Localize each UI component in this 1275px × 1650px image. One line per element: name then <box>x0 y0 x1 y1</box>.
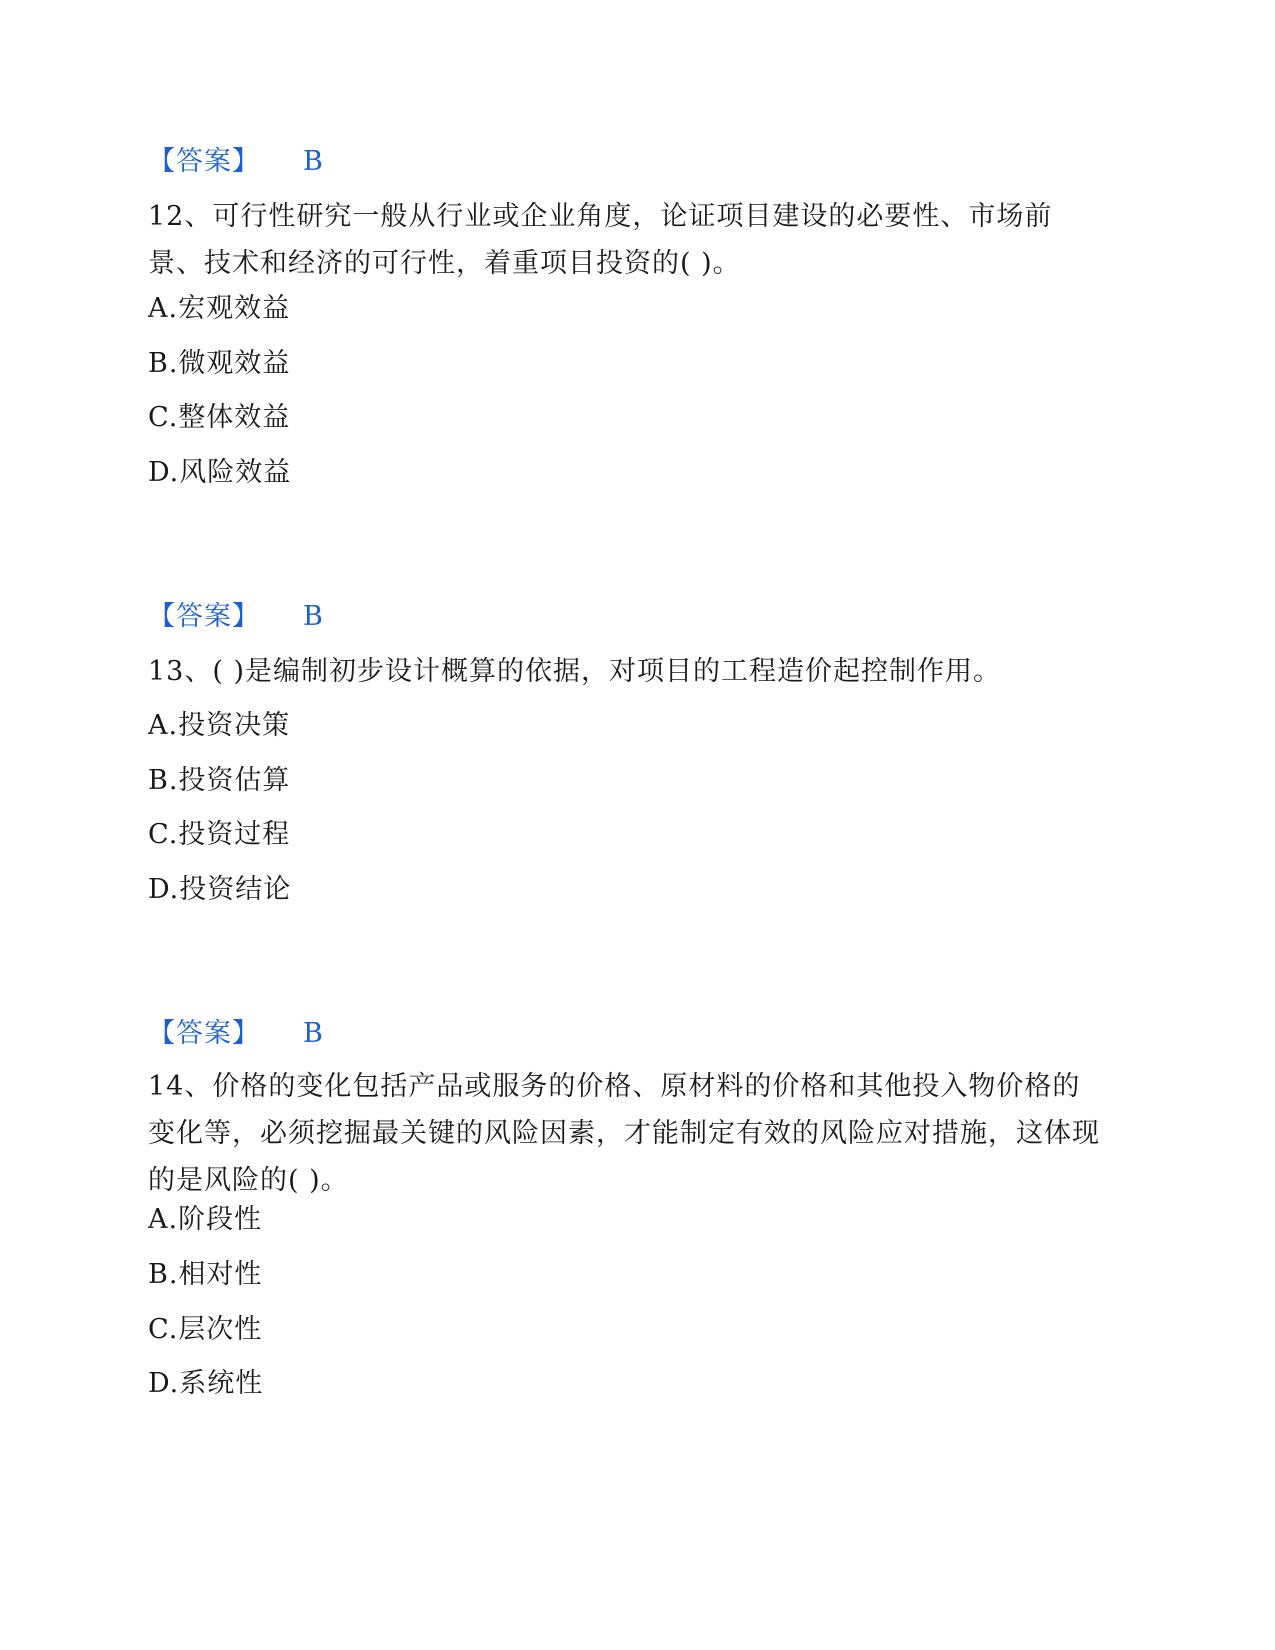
answer-label: 【答案】 <box>148 1018 260 1049</box>
answer-value: B <box>303 146 323 177</box>
question-13-text: 13、( )是编制初步设计概算的依据，对项目的工程造价起控制作用。 <box>148 656 1002 687</box>
answer-line-11 <box>148 142 323 182</box>
answer-value: B <box>303 1018 323 1049</box>
answer-line-13 <box>148 1014 323 1054</box>
question-12-option-a: A.宏观效益 <box>148 293 291 324</box>
answer-label: 【答案】 <box>148 601 260 632</box>
question-12-option-b: B.微观效益 <box>148 348 291 379</box>
question-12-text: 12、可行性研究一般从行业或企业角度，论证项目建设的必要性、市场前景、技术和经济的可行性，着重项目投资的( )。 <box>148 201 1053 279</box>
question-14-option-d: D.系统性 <box>148 1368 264 1399</box>
question-14-text: 14、价格的变化包括产品或服务的价格、原材料的价格和其他投入物价格的变化等，必须挖掘最关键的风险因素，才能制定有效的风险应对措施，这体现的是风险的( )。 <box>148 1071 1100 1196</box>
answer-label: 【答案】 <box>148 146 260 177</box>
question-14-option-b: B.相对性 <box>148 1259 263 1290</box>
answer-value: B <box>303 601 323 632</box>
question-13-option-b: B.投资估算 <box>148 765 291 796</box>
question-13-option-d: D.投资结论 <box>148 874 292 905</box>
question-12-option-d: D.风险效益 <box>148 457 292 488</box>
question-13-option-c: C.投资过程 <box>148 819 291 850</box>
question-14-option-a: A.阶段性 <box>148 1204 263 1235</box>
answer-line-12 <box>148 597 323 637</box>
question-12-option-c: C.整体效益 <box>148 402 291 433</box>
question-13-option-a: A.投资决策 <box>148 710 291 741</box>
question-14-option-c: C.层次性 <box>148 1314 263 1345</box>
